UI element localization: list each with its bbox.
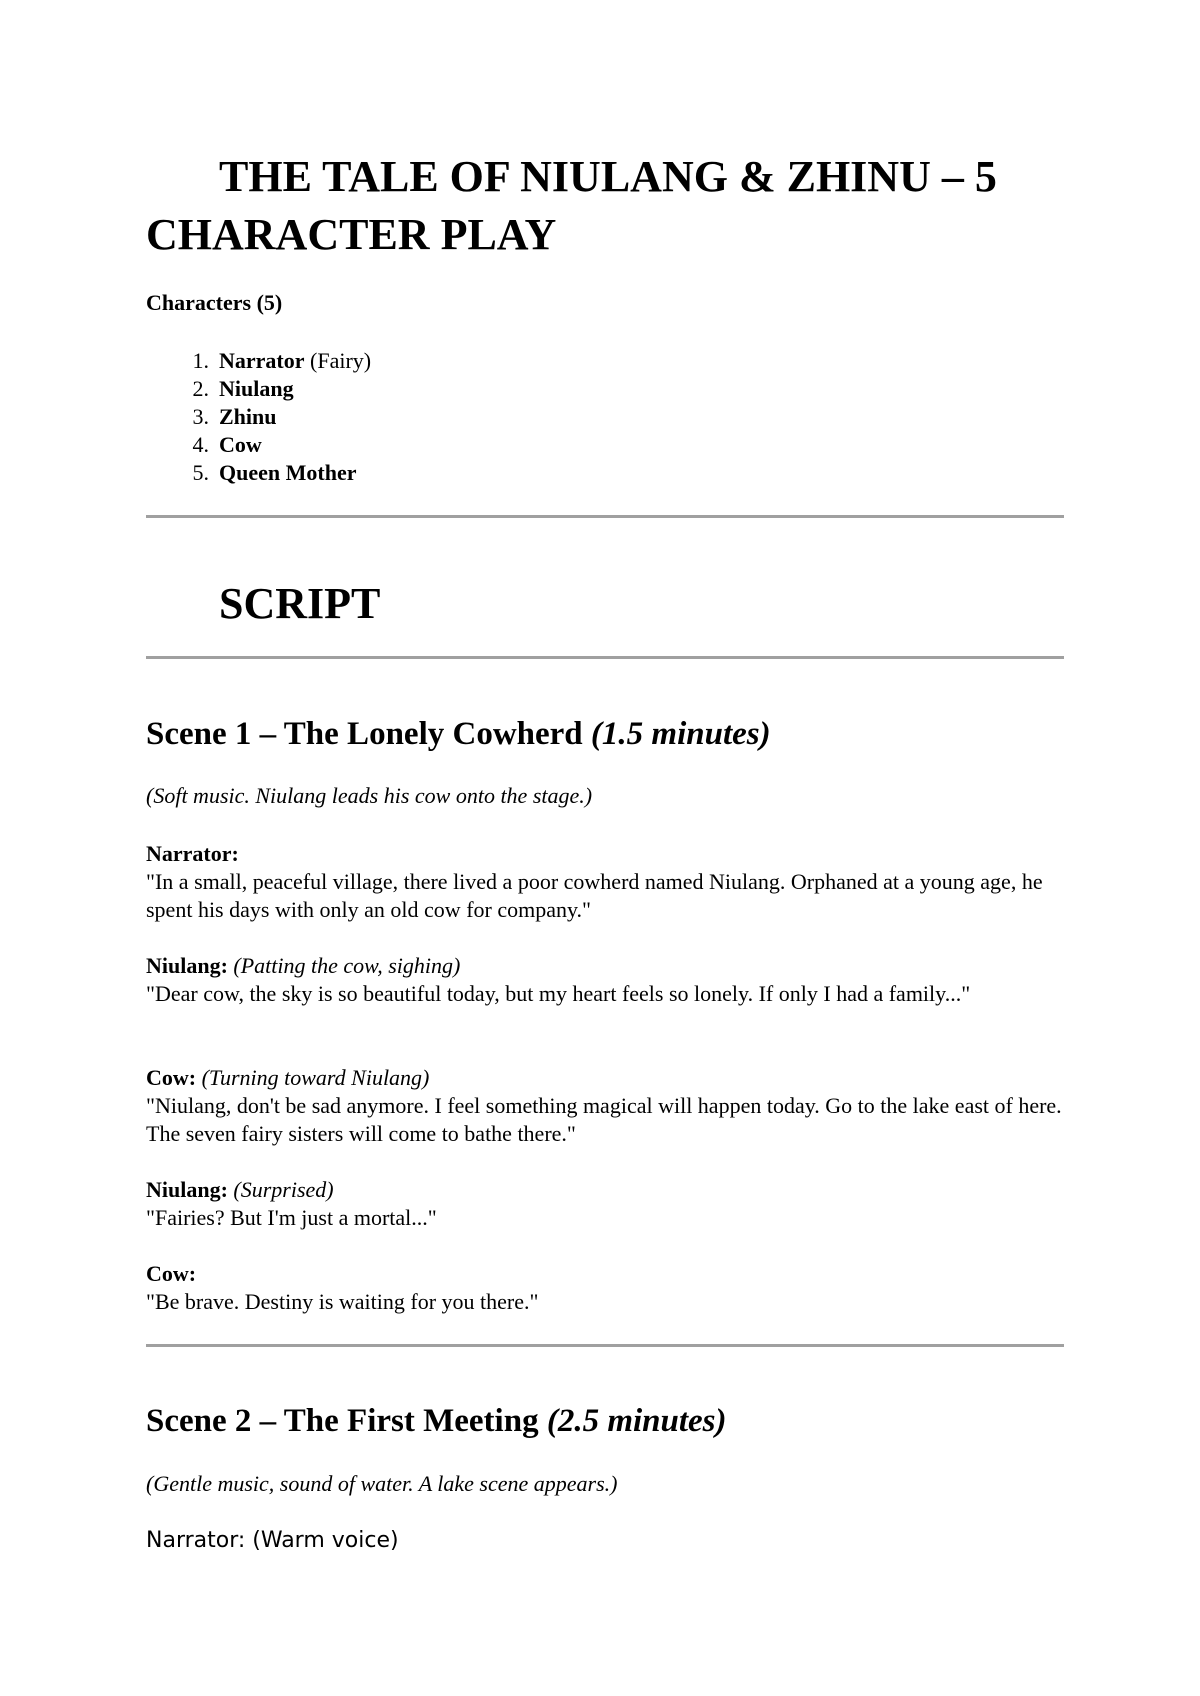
stage-direction: (Soft music. Niulang leads his cow onto the stage.) bbox=[146, 783, 593, 808]
dialogue-block bbox=[146, 1176, 1064, 1232]
list-number: 5. bbox=[192, 460, 209, 485]
character-list bbox=[146, 347, 371, 487]
list-number: 2. bbox=[192, 376, 209, 401]
script-heading: SCRIPT bbox=[219, 579, 381, 628]
speaker-name: Niulang: bbox=[146, 953, 228, 978]
list-number: 1. bbox=[192, 348, 209, 373]
scene-2-heading bbox=[146, 1400, 727, 1442]
narrator-line: Narrator: (Warm voice) bbox=[146, 1528, 399, 1553]
dialogue-text: "Dear cow, the sky is so beautiful today, but my heart feels so lonely. If only I had a family..." bbox=[146, 981, 971, 1006]
scene-duration: (1.5 minutes) bbox=[590, 716, 771, 752]
speaker-name: Cow: bbox=[146, 1261, 197, 1286]
list-number: 3. bbox=[192, 404, 209, 429]
horizontal-divider bbox=[146, 1344, 1064, 1347]
speaker-name: Niulang: bbox=[146, 1177, 228, 1202]
character-name: Zhinu bbox=[219, 404, 277, 429]
character-name: Cow bbox=[219, 432, 262, 457]
dialogue-text: "In a small, peaceful village, there lived a poor cowherd named Niulang. Orphaned at a young age, he spent his days with only an old cow for company." bbox=[146, 869, 1043, 922]
character-name: Niulang bbox=[219, 376, 294, 401]
character-note: (Fairy) bbox=[304, 348, 372, 373]
list-item bbox=[146, 459, 371, 487]
speaker-direction: (Patting the cow, sighing) bbox=[227, 953, 461, 978]
stage-direction: (Gentle music, sound of water. A lake scene appears.) bbox=[146, 1471, 618, 1496]
dialogue-block bbox=[146, 952, 1064, 1008]
list-number: 4. bbox=[192, 432, 209, 457]
characters-heading: Characters (5) bbox=[146, 290, 283, 315]
play-title: THE TALE OF NIULANG & ZHINU – 5 CHARACTER PLAY bbox=[146, 152, 997, 259]
speaker-direction: (Surprised) bbox=[227, 1177, 334, 1202]
dialogue-block bbox=[146, 840, 1064, 924]
horizontal-divider bbox=[146, 656, 1064, 659]
scene-title: Scene 2 – The First Meeting bbox=[146, 1403, 547, 1439]
dialogue-text: "Fairies? But I'm just a mortal..." bbox=[146, 1205, 437, 1230]
scene-duration: (2.5 minutes) bbox=[546, 1403, 727, 1439]
list-item bbox=[146, 431, 371, 459]
scene-title: Scene 1 – The Lonely Cowherd bbox=[146, 716, 591, 752]
horizontal-divider bbox=[146, 515, 1064, 518]
list-item bbox=[146, 347, 371, 375]
document-page bbox=[146, 0, 1064, 1696]
scene-1-heading bbox=[146, 713, 771, 755]
dialogue-text: "Niulang, don't be sad anymore. I feel something magical will happen today. Go to the lake east of here. The seven fairy sisters will come to bathe there." bbox=[146, 1093, 1062, 1146]
speaker-name: Cow: bbox=[146, 1065, 197, 1090]
dialogue-block bbox=[146, 1064, 1064, 1148]
character-name: Narrator bbox=[219, 348, 305, 373]
dialogue-block bbox=[146, 1260, 1064, 1316]
dialogue-text: "Be brave. Destiny is waiting for you there." bbox=[146, 1289, 539, 1314]
character-name: Queen Mother bbox=[219, 460, 357, 485]
speaker-name: Narrator: bbox=[146, 841, 239, 866]
list-item bbox=[146, 403, 371, 431]
speaker-direction: (Turning toward Niulang) bbox=[196, 1065, 430, 1090]
list-item bbox=[146, 375, 371, 403]
